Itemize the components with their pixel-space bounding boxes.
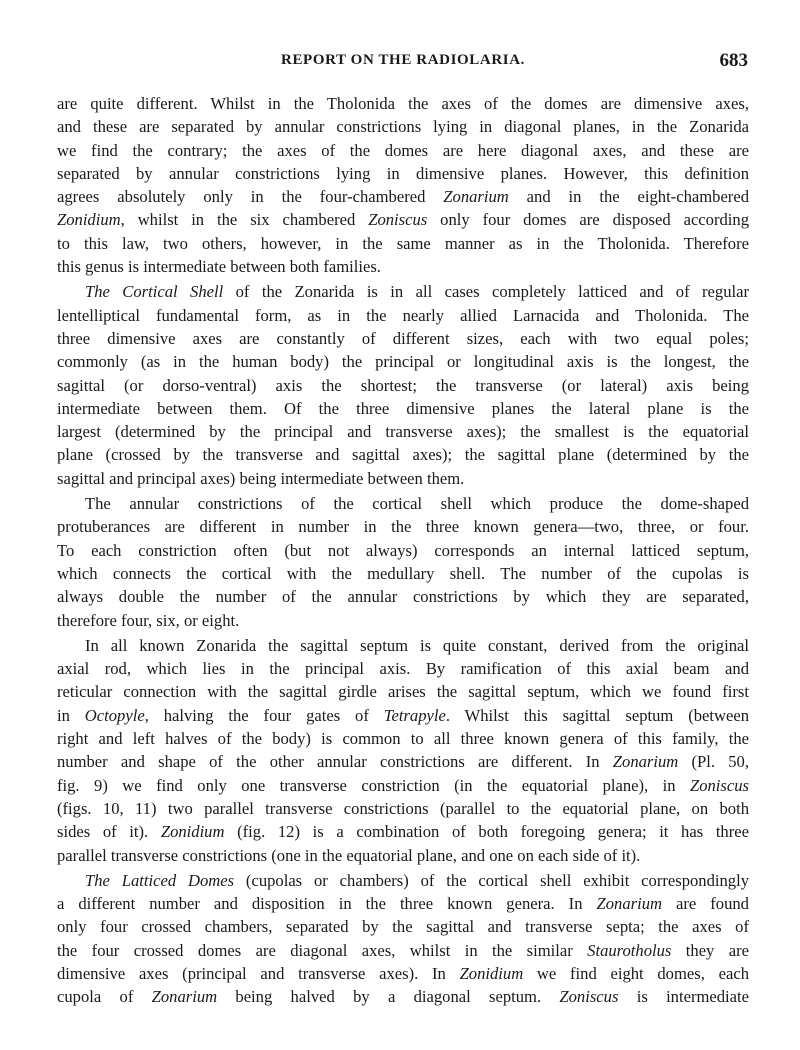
text-line [57, 844, 749, 867]
text-segment: only four crossed chambers, separated by the sagittal and transverse septa; the axes of [57, 917, 749, 937]
italic-term: Tetrapyle [383, 705, 446, 725]
text-segment: is intermediate [618, 987, 749, 1007]
italic-term: The Cortical Shell [85, 282, 224, 302]
text-segment: of the Zonarida is in all cases completely latticed and of regular [223, 282, 749, 302]
text-segment: they are [671, 940, 749, 960]
text-segment: sides of it). [57, 822, 161, 842]
text-segment: (cupolas or chambers) of the cortical shell exhibit correspondingly [234, 870, 749, 890]
text-line [57, 539, 749, 562]
italic-term: Zoniscus [689, 775, 749, 795]
paragraph [57, 634, 749, 867]
text-segment: sagittal (or dorso-ventral) axis the shortest; the transverse (or lateral) axis being [57, 375, 749, 395]
text-segment: cupola of [57, 987, 152, 1007]
text-segment: commonly (as in the human body) the principal or longitudinal axis is the longest, the [57, 352, 749, 372]
text-segment: The annular constrictions of the cortical shell which produce the dome-shaped [85, 494, 749, 514]
text-line [57, 515, 749, 538]
italic-term: Zonarium [151, 987, 218, 1007]
italic-term: Zonarium [443, 187, 509, 207]
italic-term: Zonidium [160, 822, 225, 842]
page-number: 683 [719, 50, 748, 71]
text-segment: which connects the cortical with the medullary shell. The number of the cupolas is [57, 563, 749, 583]
italic-term: Zonidium [57, 210, 121, 230]
running-title: REPORT ON THE RADIOLARIA. [281, 52, 525, 68]
text-segment: lentelliptical fundamental form, as in the nearly allied Larnacida and Tholonida. The [57, 305, 749, 325]
text-segment: the four crossed domes are diagonal axes, whilst in the similar [57, 940, 588, 960]
text-line [57, 609, 749, 632]
text-line [57, 892, 749, 915]
text-line [57, 374, 749, 397]
text-segment: this genus is intermediate between both families. [57, 257, 381, 277]
text-segment: we find eight domes, each [523, 963, 749, 983]
text-line [57, 280, 749, 303]
paragraph [57, 492, 749, 632]
text-segment: a different number and disposition in the three known genera. In [57, 894, 597, 914]
paragraph [57, 280, 749, 490]
text-line [57, 492, 749, 515]
text-line [57, 420, 749, 443]
text-segment: protuberances are different in number in the three known genera—two, three, or four. [57, 517, 749, 537]
text-line [57, 327, 749, 350]
text-line [57, 467, 749, 490]
text-line [57, 962, 749, 985]
italic-term: Octopyle [84, 705, 145, 725]
paragraph [57, 869, 749, 1009]
italic-term: Staurotholus [587, 940, 672, 960]
text-line [57, 162, 749, 185]
text-line [57, 774, 749, 797]
text-line [57, 985, 749, 1008]
text-line [57, 657, 749, 680]
text-line [57, 820, 749, 843]
text-segment: fig. 9) we find only one transverse constriction (in the equatorial plane), in [57, 775, 690, 795]
text-line [57, 680, 749, 703]
text-line [57, 350, 749, 373]
text-line [57, 443, 749, 466]
text-line [57, 92, 749, 115]
text-line [57, 397, 749, 420]
text-line [57, 727, 749, 750]
text-segment: are quite different. Whilst in the Tholonida the axes of the domes are dimensive axes, [57, 94, 749, 113]
italic-term: Zonarium [612, 752, 679, 772]
italic-term: Zoniscus [559, 987, 619, 1007]
text-line [57, 634, 749, 657]
text-segment: (figs. 10, 11) two parallel transverse constrictions (parallel to the equatorial plane, on both [57, 798, 749, 818]
text-segment: we find the contrary; the axes of the domes are here diagonal axes, and these are [57, 140, 749, 160]
text-line [57, 704, 749, 727]
text-segment: , whilst in the six chambered [120, 210, 369, 230]
text-segment: dimensive axes (principal and transverse axes). In [57, 963, 460, 983]
italic-term: Zoniscus [368, 210, 428, 230]
text-segment: agrees absolutely only in the four-chambered [57, 187, 444, 207]
text-segment: in [57, 705, 85, 725]
text-line [57, 139, 749, 162]
paragraph [57, 92, 749, 278]
text-line [57, 115, 749, 138]
text-segment: , halving the four gates of [144, 705, 384, 725]
text-line [57, 255, 749, 278]
text-segment: In all known Zonarida the sagittal septum is quite constant, derived from the original [85, 635, 749, 655]
text-segment: To each constriction often (but not always) corresponds an internal latticed septum, [57, 540, 749, 560]
text-segment: three dimensive axes are constantly of different sizes, each with two equal poles; [57, 328, 749, 348]
text-segment: separated by annular constrictions lying in dimensive planes. However, this definition [57, 163, 749, 183]
text-segment: intermediate between them. Of the three dimensive planes the lateral plane is the [57, 398, 749, 418]
text-line [57, 232, 749, 255]
text-line [57, 869, 749, 892]
text-segment: are found [661, 894, 749, 914]
text-segment: to this law, two others, however, in the same manner as in the Tholonida. Therefore [57, 233, 749, 253]
text-line [57, 304, 749, 327]
body-text [57, 92, 749, 1009]
text-line [57, 208, 749, 231]
text-segment: plane (crossed by the transverse and sagittal axes); the sagittal plane (determined by the [57, 445, 749, 465]
text-segment: therefore four, six, or eight. [57, 610, 240, 630]
text-line [57, 750, 749, 773]
text-segment: axial rod, which lies in the principal axis. By ramification of this axial beam and [57, 659, 749, 679]
text-segment: (Pl. 50, [678, 752, 749, 772]
text-line [57, 585, 749, 608]
italic-term: Zonidium [459, 963, 524, 983]
text-segment: and in the eight-chambered [508, 187, 749, 207]
running-head [56, 48, 750, 74]
text-segment: sagittal and principal axes) being intermediate between them. [57, 468, 465, 488]
text-segment: parallel transverse constrictions (one in the equatorial plane, and one on each side of it). [57, 845, 641, 865]
text-segment: only four domes are disposed according [427, 210, 749, 230]
text-segment: number and shape of the other annular constrictions are different. In [57, 752, 613, 772]
text-segment: right and left halves of the body) is common to all three known genera of this family, the [57, 729, 749, 749]
text-line [57, 939, 749, 962]
text-line [57, 562, 749, 585]
text-line [57, 185, 749, 208]
text-line [57, 915, 749, 938]
text-segment: being halved by a diagonal septum. [217, 987, 560, 1007]
text-segment: and these are separated by annular constrictions lying in diagonal planes, in the Zonarida [57, 117, 749, 137]
text-segment: (fig. 12) is a combination of both foregoing genera; it has three [224, 822, 749, 842]
italic-term: Zonarium [596, 894, 662, 914]
text-segment: always double the number of the annular constrictions by which they are separated, [57, 587, 749, 607]
text-line [57, 797, 749, 820]
text-segment: . Whilst this sagittal septum (between [445, 705, 749, 725]
italic-term: The Latticed Domes [85, 870, 235, 890]
text-segment: reticular connection with the sagittal girdle arises the sagittal septum, which we found first [57, 682, 749, 702]
text-segment: largest (determined by the principal and transverse axes); the smallest is the equatorial [57, 422, 749, 442]
